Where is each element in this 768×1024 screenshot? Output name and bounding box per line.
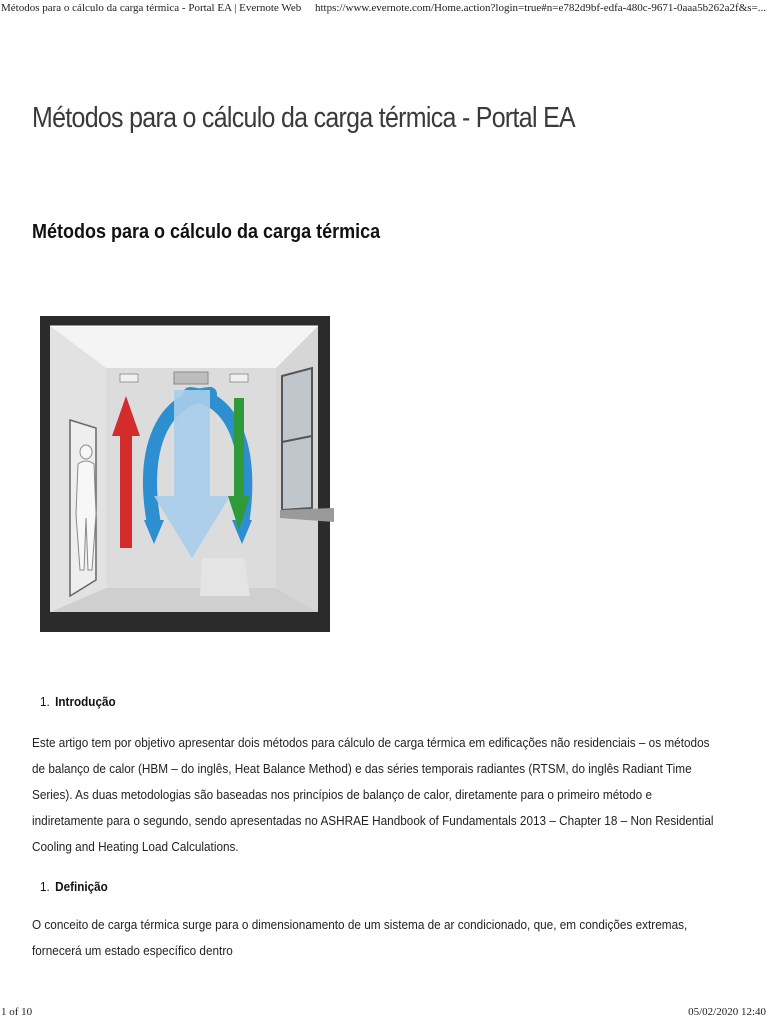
print-datetime: 05/02/2020 12:40 <box>688 1006 766 1018</box>
article-title: Métodos para o cálculo da carga térmica <box>32 221 381 243</box>
print-header-url: https://www.evernote.com/Home.action?login=true#n=e782d9bf-edfa-480c-9671-0aaa5b262a2f&s=... <box>314 2 766 14</box>
section-number: 1. <box>40 879 50 894</box>
section-heading-text: Introdução <box>55 694 116 709</box>
print-header-page-title: Métodos para o cálculo da carga térmica - Portal EA | Evernote Web <box>1 2 302 14</box>
section-heading-introducao <box>40 694 116 709</box>
print-header <box>0 2 768 18</box>
paragraph-definicao: O conceito de carga térmica surge para o dimensionamento de um sistema de ar condicionado, que, em condições extremas, fornecerá um estado específico dentro <box>32 917 688 958</box>
section-heading-text: Definição <box>55 879 108 894</box>
print-footer <box>0 1006 768 1020</box>
section-heading-definicao <box>40 879 108 894</box>
note-title: Métodos para o cálculo da carga térmica - Portal EA <box>32 102 575 134</box>
room-airflow-illustration <box>34 296 340 638</box>
section-number: 1. <box>40 694 50 709</box>
page-counter: 1 of 10 <box>1 1006 33 1018</box>
paragraph-introducao: Este artigo tem por objetivo apresentar dois métodos para cálculo de carga térmica em edificações não residenciais – os métodos de balanço de calor (HBM – do inglês, Heat Balance Method) e das séries temporais radiantes (RTSM, do inglês Radiant Time Series). As duas metodologias são baseadas nos princípios de balanço de calor, diretamente para o primeiro método e indiretamente para o segundo, sendo apresentadas no ASHRAE Handbook of Fundamentals 2013 – Chapter 18 – Non Residential Cooling and Heating Load Calculations. <box>32 735 714 854</box>
